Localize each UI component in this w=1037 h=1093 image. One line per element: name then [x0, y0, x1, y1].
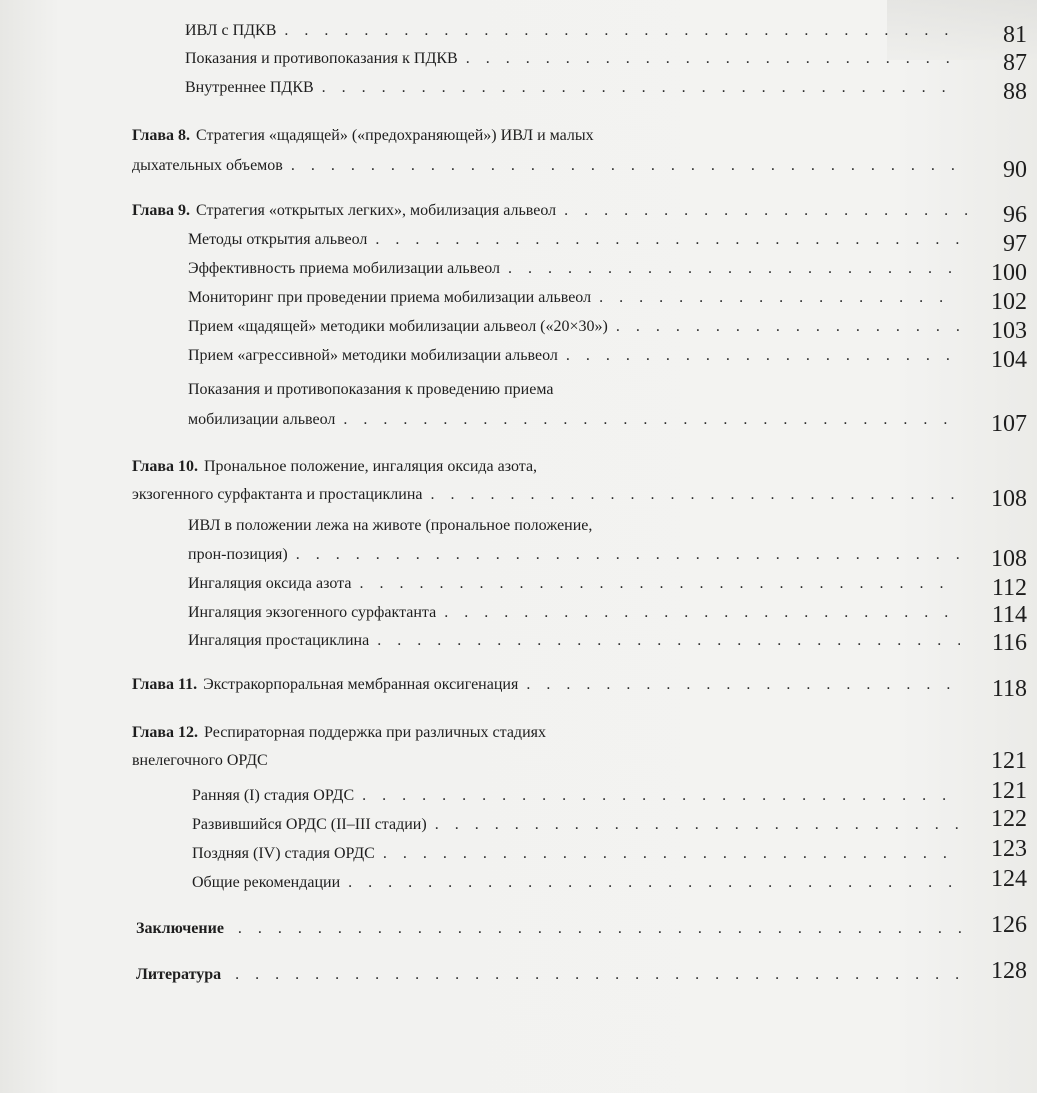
toc-entry-line1[interactable]: [188, 381, 968, 399]
toc-page-number: 107: [991, 411, 1027, 437]
chapter-label: Глава 8.: [132, 127, 190, 144]
toc-chapter-line1[interactable]: [132, 458, 972, 476]
toc-entry-title: Поздняя (IV) стадия ОРДС: [192, 845, 375, 862]
toc-entry[interactable]: [188, 289, 968, 307]
toc-entry[interactable]: [188, 632, 968, 650]
leader-dots: [566, 347, 960, 365]
toc-entry-title: Стратегия «открытых легких», мобилизация альвеол: [196, 202, 557, 219]
toc-entry-title: Мониторинг при проведении приема мобилизации альвеол: [188, 289, 592, 306]
toc-section[interactable]: [136, 966, 970, 984]
toc-page-number: 116: [991, 630, 1027, 656]
toc-page-number: 114: [991, 602, 1027, 628]
toc-entry-title: Прием «щадящей» методики мобилизации альвеол («20×30»): [188, 318, 608, 335]
toc-entry[interactable]: [188, 347, 968, 365]
toc-chapter-line1[interactable]: [132, 127, 972, 145]
toc-entry[interactable]: [188, 318, 973, 336]
toc-entry-title: мобилизации альвеол: [188, 411, 336, 428]
toc-chapter[interactable]: [132, 676, 972, 694]
toc-entry-title: Прональное положение, ингаляция оксида азота,: [204, 458, 538, 475]
toc-entry[interactable]: [188, 231, 977, 249]
leader-dots: [508, 260, 960, 278]
toc-entry-title: Ингаляция простациклина: [188, 632, 370, 649]
toc-entry-title: Респираторная поддержка при различных стадиях: [204, 724, 546, 741]
toc-entry-title: Литература: [136, 966, 222, 983]
toc-chapter-line2[interactable]: [132, 486, 967, 504]
toc-entry-line2[interactable]: [188, 411, 968, 429]
chapter-label: Глава 11.: [132, 676, 198, 693]
leader-dots: [359, 575, 960, 593]
toc-entry[interactable]: [192, 874, 968, 892]
leader-dots: [375, 231, 969, 249]
toc-chapter-line1[interactable]: [132, 724, 972, 742]
leader-dots: [526, 676, 964, 694]
leader-dots: [362, 787, 960, 805]
leader-dots: [383, 845, 960, 863]
toc-entry-line2[interactable]: [188, 546, 968, 564]
toc-page-number: 123: [991, 836, 1027, 862]
leader-dots: [430, 486, 959, 504]
toc-entry-title: Методы открытия альвеол: [188, 231, 368, 248]
toc-page-number: 126: [991, 912, 1027, 938]
toc-chapter[interactable]: [132, 202, 977, 220]
toc-chapter-line2[interactable]: [132, 752, 972, 770]
toc-page-number: 97: [1003, 231, 1027, 257]
toc-entry-title: Развившийся ОРДС (II–III стадии): [192, 816, 427, 833]
toc-page-number: 118: [991, 676, 1027, 702]
toc-entry-title: Показания и противопоказания к проведению приема: [188, 381, 554, 398]
toc-page-number: 124: [991, 866, 1027, 892]
chapter-label: Глава 10.: [132, 458, 198, 475]
toc-entry[interactable]: [185, 22, 965, 40]
toc-entry-title: ИВЛ в положении лежа на животе (прональное положение,: [188, 517, 593, 534]
toc-page-number: 87: [1003, 50, 1027, 76]
toc-entry-title: Ранняя (I) стадия ОРДС: [192, 787, 355, 804]
toc-page-number: 108: [991, 546, 1027, 572]
toc-entry[interactable]: [192, 787, 968, 805]
leader-dots: [599, 289, 960, 307]
leader-dots: [284, 22, 957, 40]
toc-page-number: 96: [1003, 202, 1027, 228]
toc-entry-title: Ингаляция оксида азота: [188, 575, 352, 592]
leader-dots: [564, 202, 969, 220]
toc-entry-title: Общие рекомендации: [192, 874, 341, 891]
toc-entry-title: Прием «агрессивной» методики мобилизации альвеол: [188, 347, 558, 364]
leader-dots: [322, 79, 957, 97]
leader-dots: [616, 318, 965, 336]
toc-page-number: 103: [991, 318, 1027, 344]
toc-chapter-line2[interactable]: [132, 157, 965, 175]
toc-entry-title: Экстракорпоральная мембранная оксигенация: [203, 676, 519, 693]
toc-page-number: 108: [991, 486, 1027, 512]
toc-entry[interactable]: [188, 604, 968, 622]
toc-entry-title: Эффективность приема мобилизации альвеол: [188, 260, 501, 277]
toc-entry-title: прон-позиция): [188, 546, 288, 563]
toc-page-number: 128: [991, 958, 1027, 984]
toc-entry-title: ИВЛ с ПДКВ: [185, 22, 277, 39]
toc-entry[interactable]: [185, 50, 965, 68]
chapter-label: Глава 9.: [132, 202, 190, 219]
toc-section[interactable]: [136, 920, 970, 938]
toc-page-number: 104: [991, 347, 1027, 373]
toc-entry-title: дыхательных объемов: [132, 157, 283, 174]
toc-entry-title: внелегочного ОРДС: [132, 752, 268, 769]
toc-page-number: 121: [991, 778, 1027, 804]
leader-dots: [377, 632, 960, 650]
toc-entry[interactable]: [192, 816, 968, 834]
leader-dots: [238, 920, 962, 938]
toc-entry[interactable]: [192, 845, 968, 863]
leader-dots: [466, 50, 957, 68]
toc-page-number: 88: [1003, 79, 1027, 105]
toc-entry-title: Ингаляция экзогенного сурфактанта: [188, 604, 437, 621]
toc-page-number: 112: [991, 575, 1027, 601]
toc-entry-title: Стратегия «щадящей» («предохраняющей») ИВЛ и малых: [196, 127, 594, 144]
toc-page-number: 122: [991, 806, 1027, 832]
toc-entry-title: Внутреннее ПДКВ: [185, 79, 314, 96]
toc-page-number: 121: [991, 748, 1027, 774]
toc-entry[interactable]: [188, 575, 968, 593]
toc-entry-title: экзогенного сурфактанта и простациклина: [132, 486, 423, 503]
toc-entry[interactable]: [185, 79, 965, 97]
toc-entry-title: Показания и противопоказания к ПДКВ: [185, 50, 458, 67]
toc-page-number: 81: [1003, 22, 1027, 48]
toc-entry-line1[interactable]: [188, 517, 968, 535]
toc-entry-title: Заключение: [136, 920, 224, 937]
leader-dots: [348, 874, 960, 892]
chapter-label: Глава 12.: [132, 724, 198, 741]
leader-dots: [296, 546, 960, 564]
leader-dots: [343, 411, 960, 429]
leader-dots: [435, 816, 960, 834]
leader-dots: [444, 604, 960, 622]
leader-dots: [291, 157, 957, 175]
toc-page-number: 100: [991, 260, 1027, 286]
toc-page-number: 90: [1003, 157, 1027, 183]
leader-dots: [235, 966, 962, 984]
toc-entry[interactable]: [188, 260, 968, 278]
toc-page-number: 102: [991, 289, 1027, 315]
